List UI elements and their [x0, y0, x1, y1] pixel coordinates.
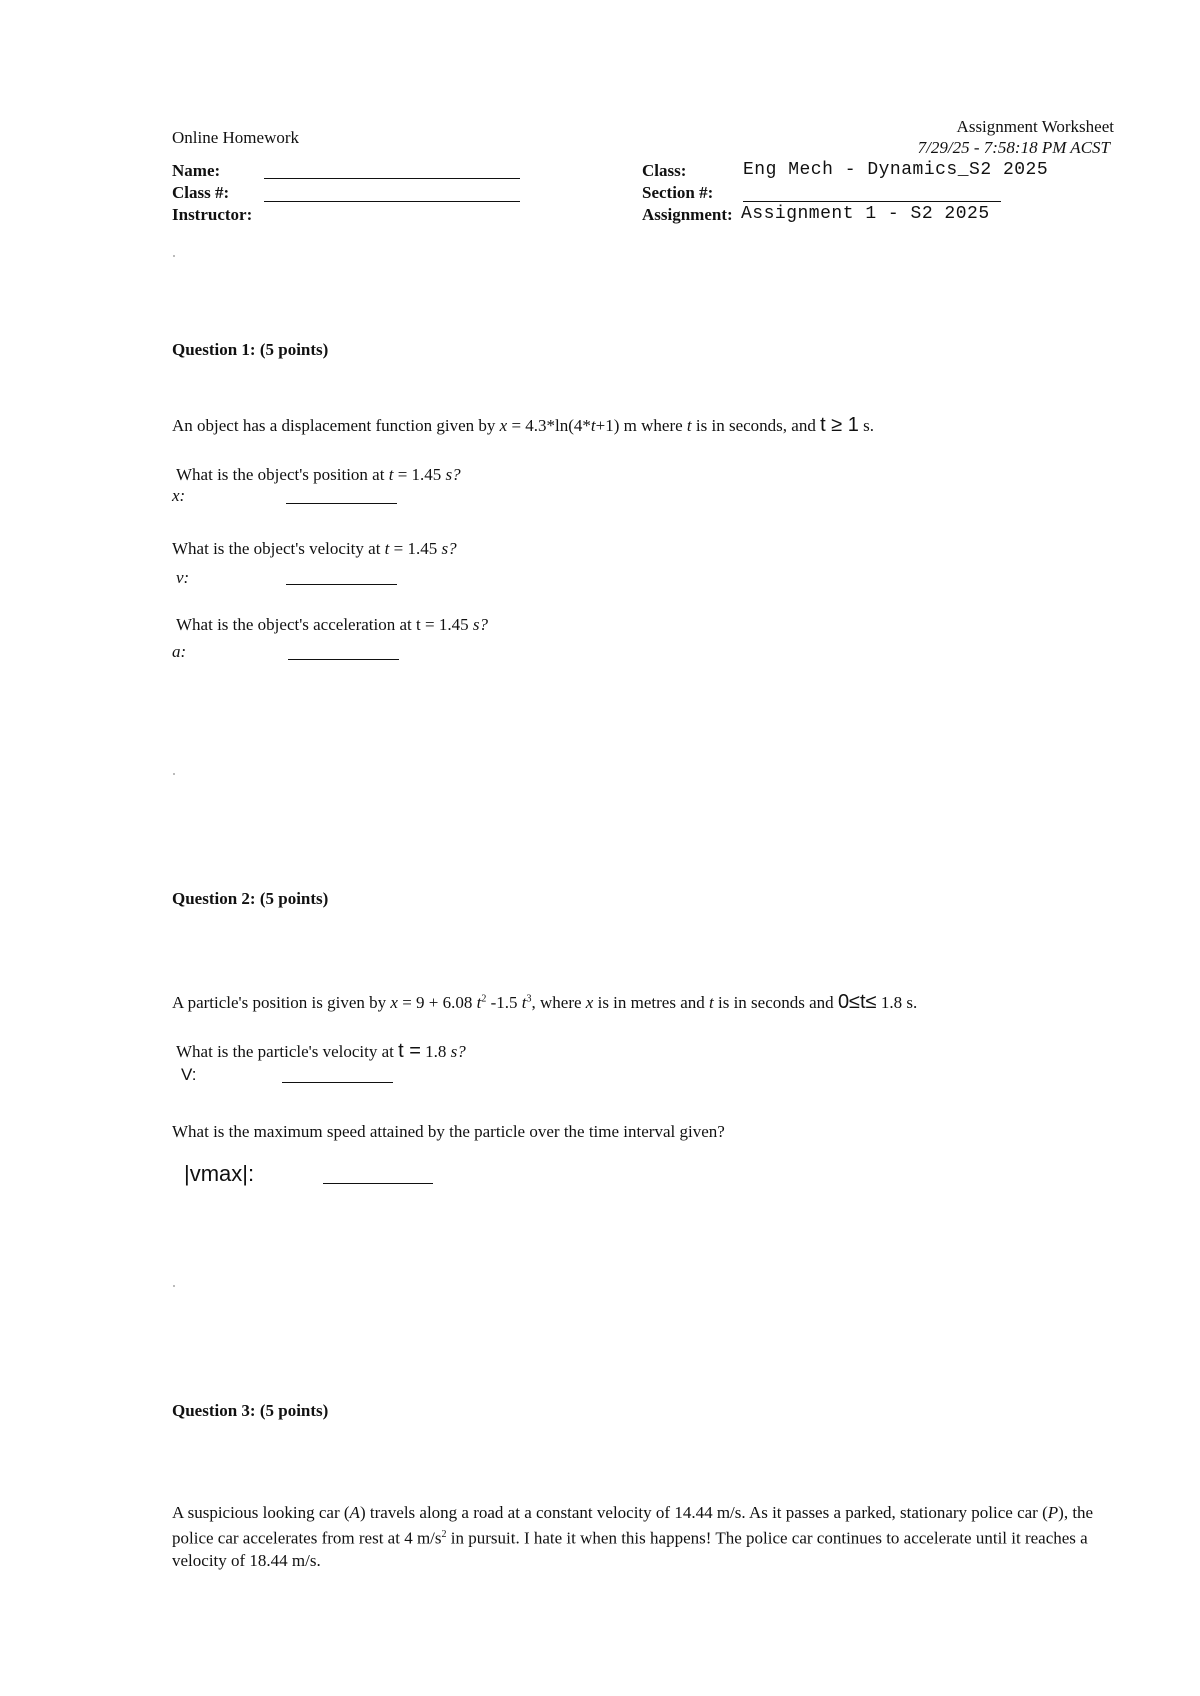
question-1-part-3-prompt: What is the object's acceleration at t = 1.45 s?: [176, 615, 488, 634]
question-3-text: A suspicious looking car (A) travels along a road at a constant velocity of 14.44 m/s. As it passes a parked, stationary police car (P), the police car accelerates from rest at 4 $m/s^2$ in pursuit. I hate it when this happens! The police car continues to accelerate until it reaches a velocity of 18.44 m/s.: [172, 1503, 1094, 1570]
assignment-label: Assignment:: [642, 205, 733, 224]
question-1-title: Question 1: (5 points): [172, 340, 329, 359]
question-1-part-1-prompt: What is the object's position at t = 1.45 s?: [176, 465, 461, 484]
class-number-blank: [264, 201, 520, 202]
question-2-part-1-label: V:: [181, 1065, 197, 1084]
question-2-part-2-prompt: What is the maximum speed attained by the particle over the time interval given?: [172, 1122, 725, 1141]
page-mark: [173, 773, 175, 775]
question-2-part-1-prompt: What is the particle's velocity at t = 1.8 s?: [176, 1040, 466, 1062]
section-label: Section #:: [642, 183, 714, 202]
question-3-title: Question 3: (5 points): [172, 1401, 329, 1420]
question-1-part-2-label: v:: [176, 568, 190, 587]
question-2-part-2-answer-blank[interactable]: [323, 1183, 433, 1184]
name-blank: [264, 178, 520, 179]
online-homework-label: Online Homework: [172, 128, 300, 147]
class-value: Eng Mech - Dynamics_S2 2025: [743, 160, 1049, 180]
question-1-part-2-answer-blank[interactable]: [286, 584, 397, 585]
name-label: Name:: [172, 161, 221, 180]
class-label: Class:: [642, 161, 687, 180]
question-1-part-1-answer-blank[interactable]: [286, 503, 397, 504]
question-1-part-3-answer-blank[interactable]: [288, 659, 399, 660]
class-number-label: Class #:: [172, 183, 230, 202]
page-mark: [173, 1285, 175, 1287]
question-1-part-2-prompt: What is the object's velocity at t = 1.45 s?: [172, 539, 457, 558]
timestamp: 7/29/25 - 7:58:18 PM ACST: [917, 138, 1110, 157]
page-mark: [173, 255, 175, 257]
question-1-part-1-label: x:: [172, 486, 186, 505]
section-blank: [743, 201, 1001, 202]
question-2-part-2-label: |vmax|:: [184, 1161, 255, 1186]
question-2-title: Question 2: (5 points): [172, 889, 329, 908]
question-2-text: A particle's position is given by x = 9 + 6.08 $t^2$ -1.5 $t^3$, where x is in metres and t is in seconds and 0≤t≤ 1.8 s.: [172, 991, 918, 1013]
question-1-part-3-label: a:: [172, 642, 187, 661]
question-2-part-1-answer-blank[interactable]: [282, 1082, 393, 1083]
worksheet-title: Assignment Worksheet: [956, 117, 1114, 136]
question-1-text: An object has a displacement function given by x = 4.3*ln(4*t+1) m where t is in seconds, and t ≥ 1 s.: [172, 414, 874, 436]
assignment-value: Assignment 1 - S2 2025: [741, 204, 990, 224]
instructor-label: Instructor:: [172, 205, 253, 224]
